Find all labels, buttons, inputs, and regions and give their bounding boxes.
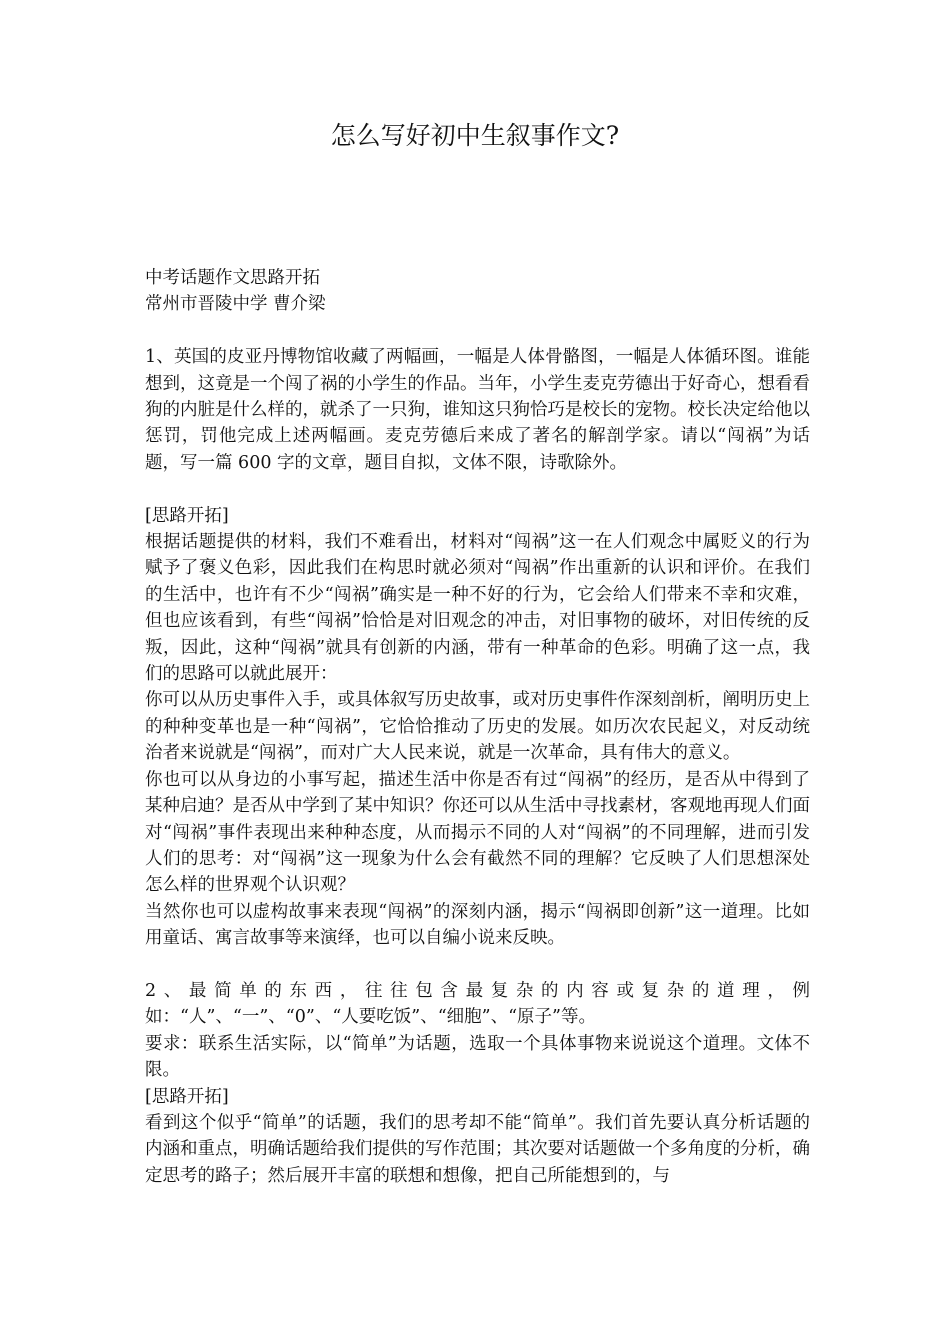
document-author: 常州市晋陵中学 曹介梁: [145, 294, 326, 315]
document-title: 怎么写好初中生叙事作文?: [330, 121, 620, 150]
paragraph-gap: [145, 318, 810, 344]
section1-heading: [思路开拓]: [145, 505, 229, 526]
section1-prompt: 1、英国的皮亚丹博物馆收藏了两幅画，一幅是人体骨骼图，一幅是人体循环图。谁能想到，这竟是一个闯了祸的小学生的作品。当年，小学生麦克劳德出于好奇心，想看看狗的内脏是什么样的，就杀了一只狗，谁知这只狗恰巧是校长的宠物。校长决定给他以惩罚，罚他完成上述两幅画。麦克劳德后来成了著名的解剖学家。请以“闯祸”为话题，写一篇 600 字的文章，题目自拟，文体不限，诗歌除外。: [145, 347, 810, 473]
document-body: [145, 265, 810, 1189]
section1-paragraph-2: 你可以从历史事件入手，或具体叙写历史故事，或对历史事件作深刻剖析，阐明历史上的种种变革也是一种“闯祸”，它恰恰推动了历史的发展。如历次农民起义，对反动统治者来说就是“闯祸”，而对广大人民来说，就是一次革命，具有伟大的意义。: [145, 690, 810, 764]
section1-paragraph-1: 根据话题提供的材料，我们不难看出，材料对“闯祸”这一在人们观念中属贬义的行为赋予了褒义色彩，因此我们在构思时就必须对“闯祸”作出重新的认识和评价。在我们的生活中，也许有不少“闯祸”确实是一种不好的行为，它会给人们带来不幸和灾难，但也应该看到，有些“闯祸”恰恰是对旧观念的冲击，对旧事物的破坏，对旧传统的反叛，因此，这种“闯祸”就具有创新的内涵，带有一种革命的色彩。明确了这一点，我们的思路可以就此展开：: [145, 532, 810, 685]
section1-paragraph-3: 你也可以从身边的小事写起，描述生活中你是否有过“闯祸”的经历，是否从中得到了某种启迪？是否从中学到了某中知识？你还可以从生活中寻找素材，客观地再现人们面对“闯祸”事件表现出来种种态度，从而揭示不同的人对“闯祸”的不同理解，进而引发人们的思考：对“闯祸”这一现象为什么会有截然不同的理解？它反映了人们思想深处怎么样的世界观个认识观？: [145, 769, 810, 896]
paragraph-gap: [145, 952, 810, 978]
section2-requirement: 要求：联系生活实际，以“简单”为话题，选取一个具体事物来说说这个道理。文体不限。: [145, 1033, 810, 1081]
paragraph-gap: [145, 476, 810, 502]
section2-paragraph-1: 看到这个似乎“简单”的话题，我们的思考却不能“简单”。我们首先要认真分析话题的内涵和重点，明确话题给我们提供的写作范围；其次要对话题做一个多角度的分析，确定思考的路子；然后展开丰富的联想和想像，把自己所能想到的，与: [145, 1112, 810, 1186]
section2-prompt: 2、最简单的东西，往往包含最复杂的内容或复杂的道理，例如：“人”、“一”、“0”、“人要吃饭”、“细胞”、“原子”等。: [145, 980, 810, 1028]
section2-heading: [思路开拓]: [145, 1086, 229, 1107]
document-subtitle: 中考话题作文思路开拓: [145, 268, 320, 288]
section1-paragraph-4: 当然你也可以虚构故事来表现“闯祸”的深刻内涵，揭示“闯祸即创新”这一道理。比如用童话、寓言故事等来演绎，也可以自编小说来反映。: [145, 901, 810, 949]
